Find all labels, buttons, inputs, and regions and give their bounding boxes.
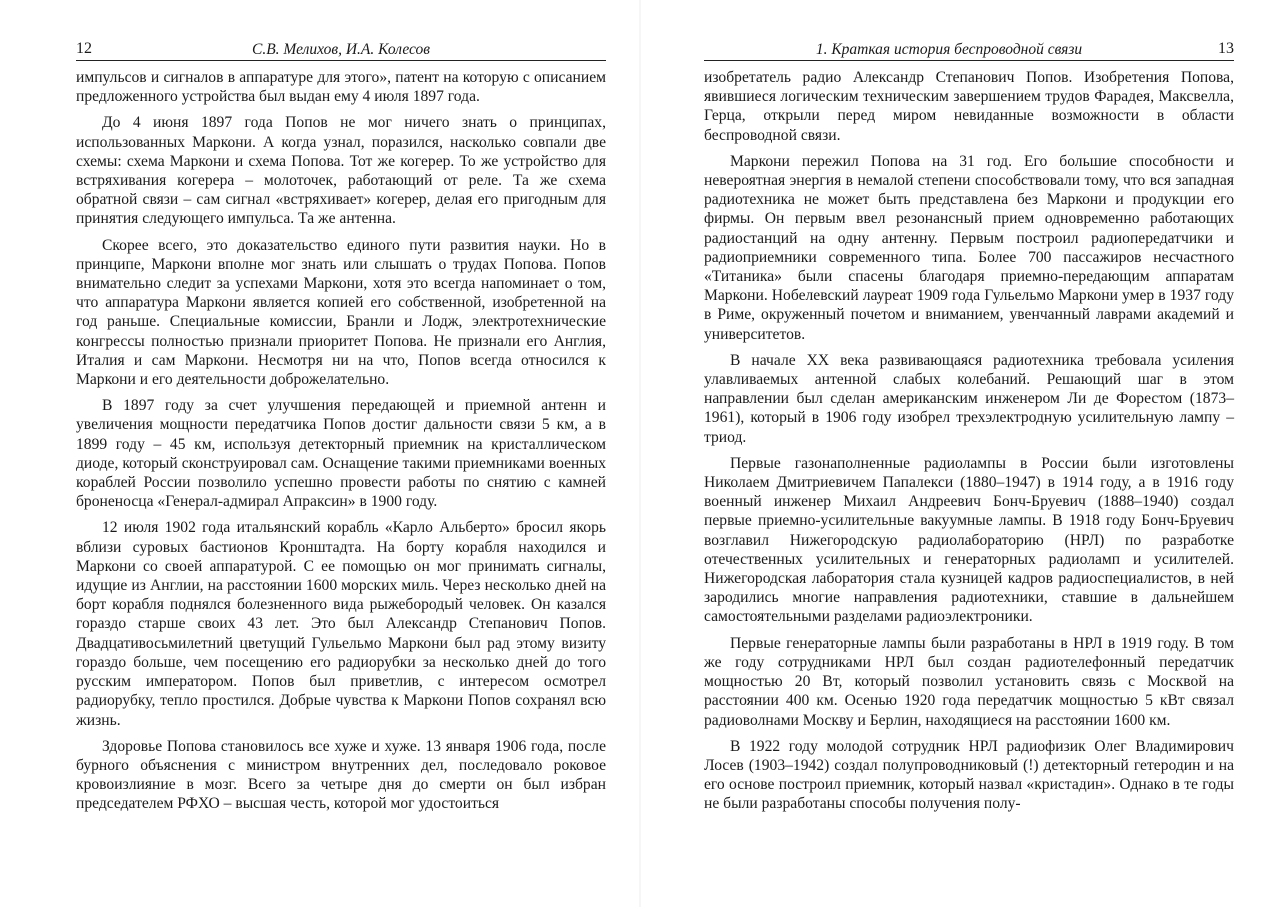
book-gutter (639, 0, 641, 907)
right-running-header (704, 38, 1234, 61)
left-page (76, 38, 606, 821)
paragraph: В 1897 году за счет улучшения передающей и приемной антенн и увеличения мощности передатчика Попов достиг дальности связи 5 км, а в 1899 году – 45 км, используя детекторный приемник на кристаллическом диоде, который сконструировал сам. Оснащение такими приемниками военных кораблей России позволило успешно провести работы по снятию с камней броненосца «Генерал-адмирал Апраксин» в 1900 году. (76, 397, 606, 511)
right-body-text (704, 68, 1234, 814)
paragraph: 12 июля 1902 года итальянский корабль «Карло Альберто» бросил якорь вблизи суровых бастионов Кронштадта. На борту корабля находился и Маркони со своей аппаратурой. С ее помощью он мог принимать сигналы, идущие из Англии, на расстоянии 1600 морских миль. Через несколько дней на борт корабля поднялся болезненного вида рыжебородый человек. Он казался гораздо старше своих 43 лет. Это был Александр Степанович Попов. Двадцативосьмилетний цветущий Гульельмо Маркони был рад этому визиту гораздо больше, чем посещению его радиорубки за несколько дней до того русским императором. Попов был приветлив, с интересом осмотрел радиорубку, тепло простился. Добрые чувства к Маркони Попов сохранял всю жизнь. (76, 519, 606, 729)
left-running-header (76, 38, 606, 61)
left-header-authors: С.В. Мелихов, И.А. Колесов (252, 41, 430, 58)
paragraph: Здоровье Попова становилось все хуже и хуже. 13 января 1906 года, после бурного объяснения с министром внутренних дел, последовало роковое кровоизлияние в мозг. Всего за четыре дня до смерти он был избран председателем РФХО – высшая честь, которой мог удостоиться (76, 737, 606, 813)
paragraph: Маркони пережил Попова на 31 год. Его большие способности и невероятная энергия в немалой степени способствовали тому, что вся западная радиотехника не может быть представлена без Маркони и продукции его фирмы. Он первым ввел резонансный прием одновременно работающих радиостанций на одну антенну. Первым построил радиопередатчики и радиоприемники современного типа. Более 700 пассажиров несчастного «Титаника» были спасены благодаря приемно-передающим аппаратам Маркони. Нобелевский лауреат 1909 года Гульельмо Маркони умер в 1937 году в Риме, окруженный почетом и вниманием, увенчанный лаврами академий и университетов. (704, 152, 1234, 343)
right-page (704, 38, 1234, 821)
paragraph: изобретатель радио Александр Степанович Попов. Изобретения Попова, явившиеся логическим техническим завершением трудов Фарадея, Максвелла, Герца, открыли перед миром невиданные возможности в области беспроводной связи. (704, 69, 1234, 144)
paragraph: Первые газонаполненные радиолампы в России были изготовлены Николаем Дмитриевичем Папалекси (1880–1947) в 1914 году, а в 1916 году военный инженер Михаил Андреевич Бонч-Бруевич (1888–1940) создал первые приемно-усилительные вакуумные лампы. В 1918 году Бонч-Бруевич возглавил Нижегородскую радиолабораторию (НРЛ) по разработке отечественных усилительных и генераторных радиоламп и усилителей. Нижегородская лаборатория стала кузницей кадров радиоспециалистов, в ней зародились многие направления радиотехники, ставшие в дальнейшем самостоятельными разделами радиоэлектроники. (704, 454, 1234, 626)
left-body-text (76, 68, 606, 814)
paragraph: Первые генераторные лампы были разработаны в НРЛ в 1919 году. В том же году сотрудниками НРЛ был создан радиотелефонный передатчик мощностью 20 Вт, который позволил установить связь с Москвой на расстоянии 400 км. Осенью 1920 года передатчик мощностью 5 кВт связал радиоволнами Москву и Берлин, находящиеся на расстоянии 1600 км. (704, 634, 1234, 729)
right-page-number: 13 (1218, 40, 1234, 57)
paragraph: В 1922 году молодой сотрудник НРЛ радиофизик Олег Владимирович Лосев (1903–1942) создал полупроводниковый (!) детекторный гетеродин и на его основе построил приемник, который назвал «кристадин». Однако в те годы не были разработаны способы получения полу- (704, 737, 1234, 813)
paragraph: импульсов и сигналов в аппаратуре для этого», патент на которую с описанием предложенного устройства был выдан ему 4 июля 1897 года. (76, 69, 606, 106)
paragraph: В начале XX века развивающаяся радиотехника требовала усиления улавливаемых антенной слабых колебаний. Решающий шаг в этом направлении был сделан американским инженером Ли де Форестом (1873–1961), который в 1906 году изобрел трехэлектродную усилительную лампу – триод. (704, 351, 1234, 446)
left-page-number: 12 (76, 40, 92, 57)
paragraph: Скорее всего, это доказательство единого пути развития науки. Но в принципе, Маркони вполне мог знать или слышать о трудах Попова. Попов внимательно следит за успехами Маркони, хотя это всегда напоминает о том, что аппаратура Маркони является копией его собственной, изобретенной на год раньше. Специальные комиссии, Бранли и Лодж, электротехнические конгрессы полностью признали приоритет Попова. Не признали его Англия, Италия и сам Маркони. Несмотря ни на что, Попов всегда относился к Маркони и его деятельности доброжелательно. (76, 236, 606, 389)
paragraph: До 4 июня 1897 года Попов не мог ничего знать о принципах, использованных Маркони. А когда узнал, поразился, насколько совпали две схемы: схема Маркони и схема Попова. Тот же когерер. То же устройство для встряхивания когерера – молоточек, работающий от реле. Та же схема обратной связи – сам сигнал «встряхивает» когерер, делая его пригодным для принятия следующего импульса. Та же антенна. (76, 114, 606, 228)
right-header-chapter: 1. Краткая история беспроводной связи (815, 41, 1083, 58)
